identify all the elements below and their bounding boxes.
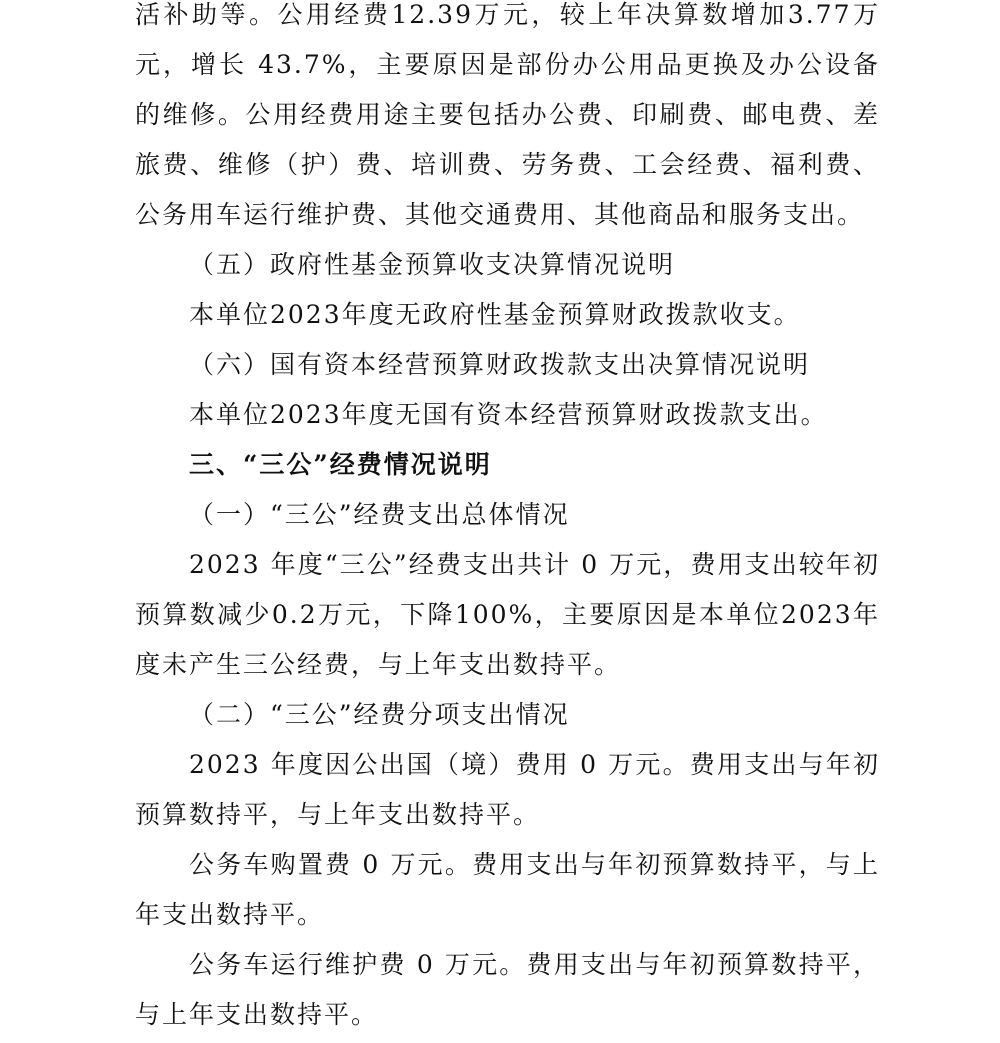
- paragraph-government-fund: 本单位2023年度无政府性基金预算财政拨款收支。: [189, 300, 801, 329]
- section-heading-three-public: 三、“三公”经费情况说明: [189, 450, 492, 479]
- paragraph-overall: 2023 年度“三公”经费支出共计 0 万元，费用支出较年初预算数减少0.2万元，下降100%，主要原因是本单位2023年度未产生三公经费，与上年支出数持平。: [135, 550, 880, 679]
- paragraph-vehicle-purchase: 公务车购置费 0 万元。费用支出与年初预算数持平，与上年支出数持平。: [135, 850, 880, 929]
- paragraph-public-expenses: 活补助等。公用经费12.39万元，较上年决算数增加3.77万元，增长 43.7%，主要原因是部份办公用品更换及办公设备的维修。公用经费用途主要包括办公费、印刷费、邮电费、差旅费、维修（护）费、培训费、劳务费、工会经费、福利费、公务用车运行维护费、其他交通费用、其他商品和服务支出。: [135, 0, 880, 229]
- paragraph-overseas: 2023 年度因公出国（境）费用 0 万元。费用支出与年初预算数持平，与上年支出数持平。: [135, 750, 880, 829]
- subheading-state-capital: （六）国有资本经营预算财政拨款支出决算情况说明: [189, 350, 811, 379]
- subheading-itemized: （二）“三公”经费分项支出情况: [189, 700, 570, 729]
- subheading-overall: （一）“三公”经费支出总体情况: [189, 500, 570, 529]
- subheading-government-fund: （五）政府性基金预算收支决算情况说明: [189, 250, 676, 279]
- document-page: [135, 0, 880, 1043]
- paragraph-vehicle-maintenance: 公务车运行维护费 0 万元。费用支出与年初预算数持平，与上年支出数持平。: [135, 950, 880, 1029]
- paragraph-state-capital: 本单位2023年度无国有资本经营预算财政拨款支出。: [189, 400, 828, 429]
